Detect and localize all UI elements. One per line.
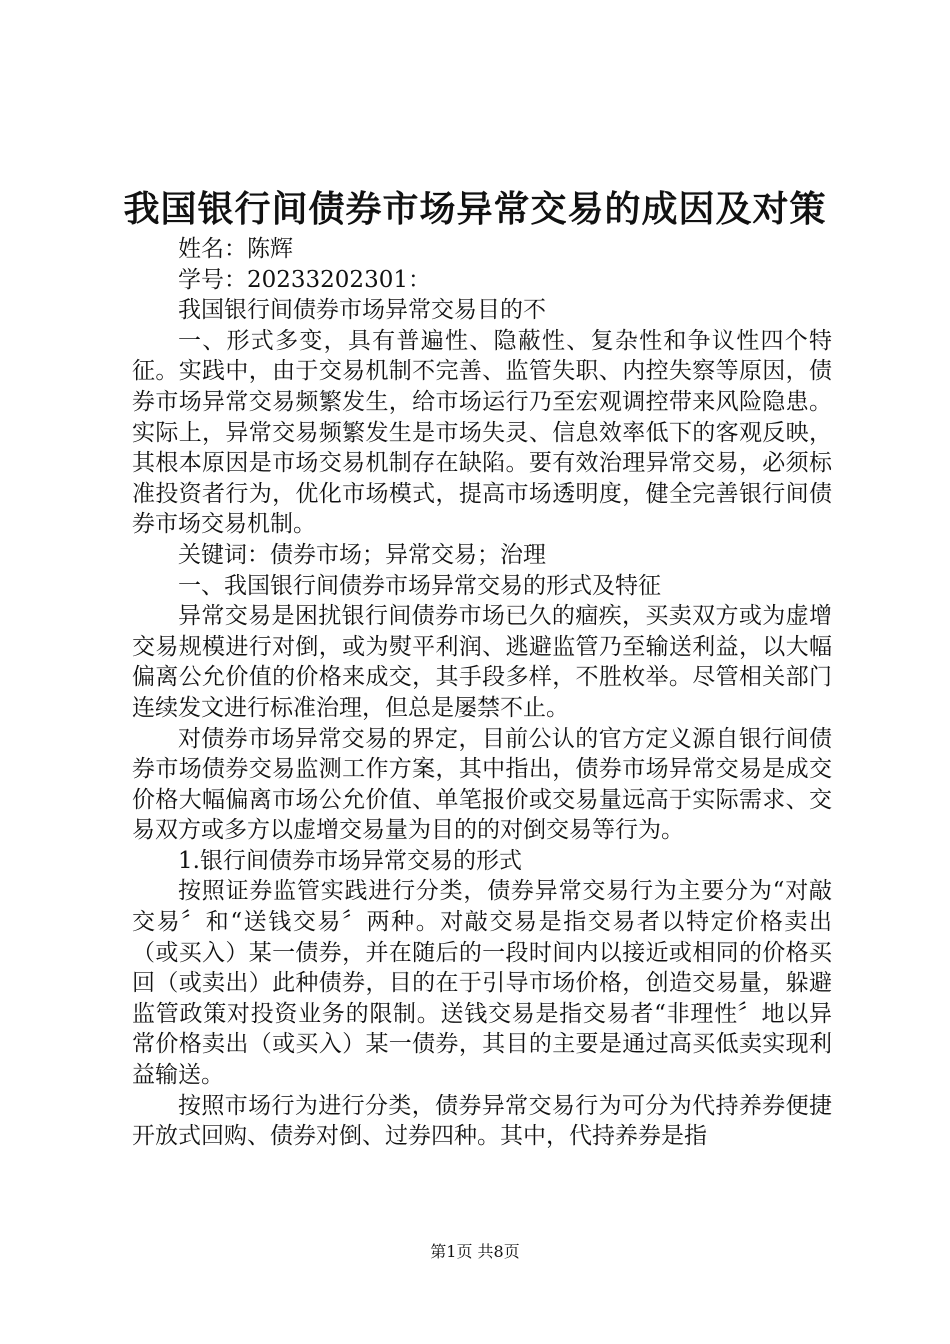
body-paragraph: 异常交易是困扰银行间债券市场已久的痼疾，买卖双方或为虚增交易规模进行对倒，或为熨平利润、逃避监管乃至输送利益，以大幅偏离公允价值的价格来成交，其手段多样，不胜枚举。尽管相关部门连续发文进行标准治理，但总是屡禁不止。 (132, 603, 832, 721)
document-title: 我国银行间债券市场异常交易的成因及对策 (123, 188, 827, 230)
subsection-heading-1-1: 1.银行间债券市场异常交易的形式 (178, 847, 522, 874)
section-heading-1: 一、我国银行间债券市场异常交易的形式及特征 (178, 572, 661, 599)
body-paragraph: 按照市场行为进行分类，债券异常交易行为可分为代持养券便捷开放式回购、债券对倒、过券四种。其中，代持养券是指 (132, 1092, 832, 1150)
keywords-line: 关键词：债券市场；异常交易；治理 (178, 541, 546, 568)
abstract-lead-line: 我国银行间债券市场异常交易目的不 (178, 297, 546, 324)
author-name-line: 姓名：陈辉 (178, 236, 293, 262)
body-paragraph: 按照证券监管实践进行分类，债券异常交易行为主要分为“对敲交易〞和“送钱交易〞两种。对敲交易是指交易者以特定价格卖出（或买入）某一债券，并在随后的一段时间内以接近或相同的价格买回（或卖出）此种债券，目的在于引导市场价格，创造交易量，躲避监管政策对投资业务的限制。送钱交易是指交易者“非理性〞地以异常价格卖出（或买入）某一债券，其目的主要是通过高买低卖实现利益输送。 (132, 878, 832, 1089)
student-id-line: 学号：20233202301： (178, 266, 431, 293)
page-number-footer: 第1页 共8页 (430, 1242, 520, 1261)
body-paragraph: 对债券市场异常交易的界定，目前公认的官方定义源自银行间债券市场债券交易监测工作方案，其中指出，债券市场异常交易是成交价格大幅偏离市场公允价值、单笔报价或交易量远高于实际需求、交易双方或多方以虚增交易量为目的的对倒交易等行为。 (132, 725, 832, 844)
document-body (132, 234, 832, 1152)
abstract-paragraph: 一、形式多变，具有普遍性、隐蔽性、复杂性和争议性四个特征。实践中，由于交易机制不完善、监管失职、内控失察等原因，债券市场异常交易频繁发生，给市场运行乃至宏观调控带来风险隐患。实际上，异常交易频繁发生是市场失灵、信息效率低下的客观反映，其根本原因是市场交易机制存在缺陷。要有效治理异常交易，必须标准投资者行为，优化市场模式，提高市场透明度，健全完善银行间债券市场交易机制。 (132, 327, 832, 538)
